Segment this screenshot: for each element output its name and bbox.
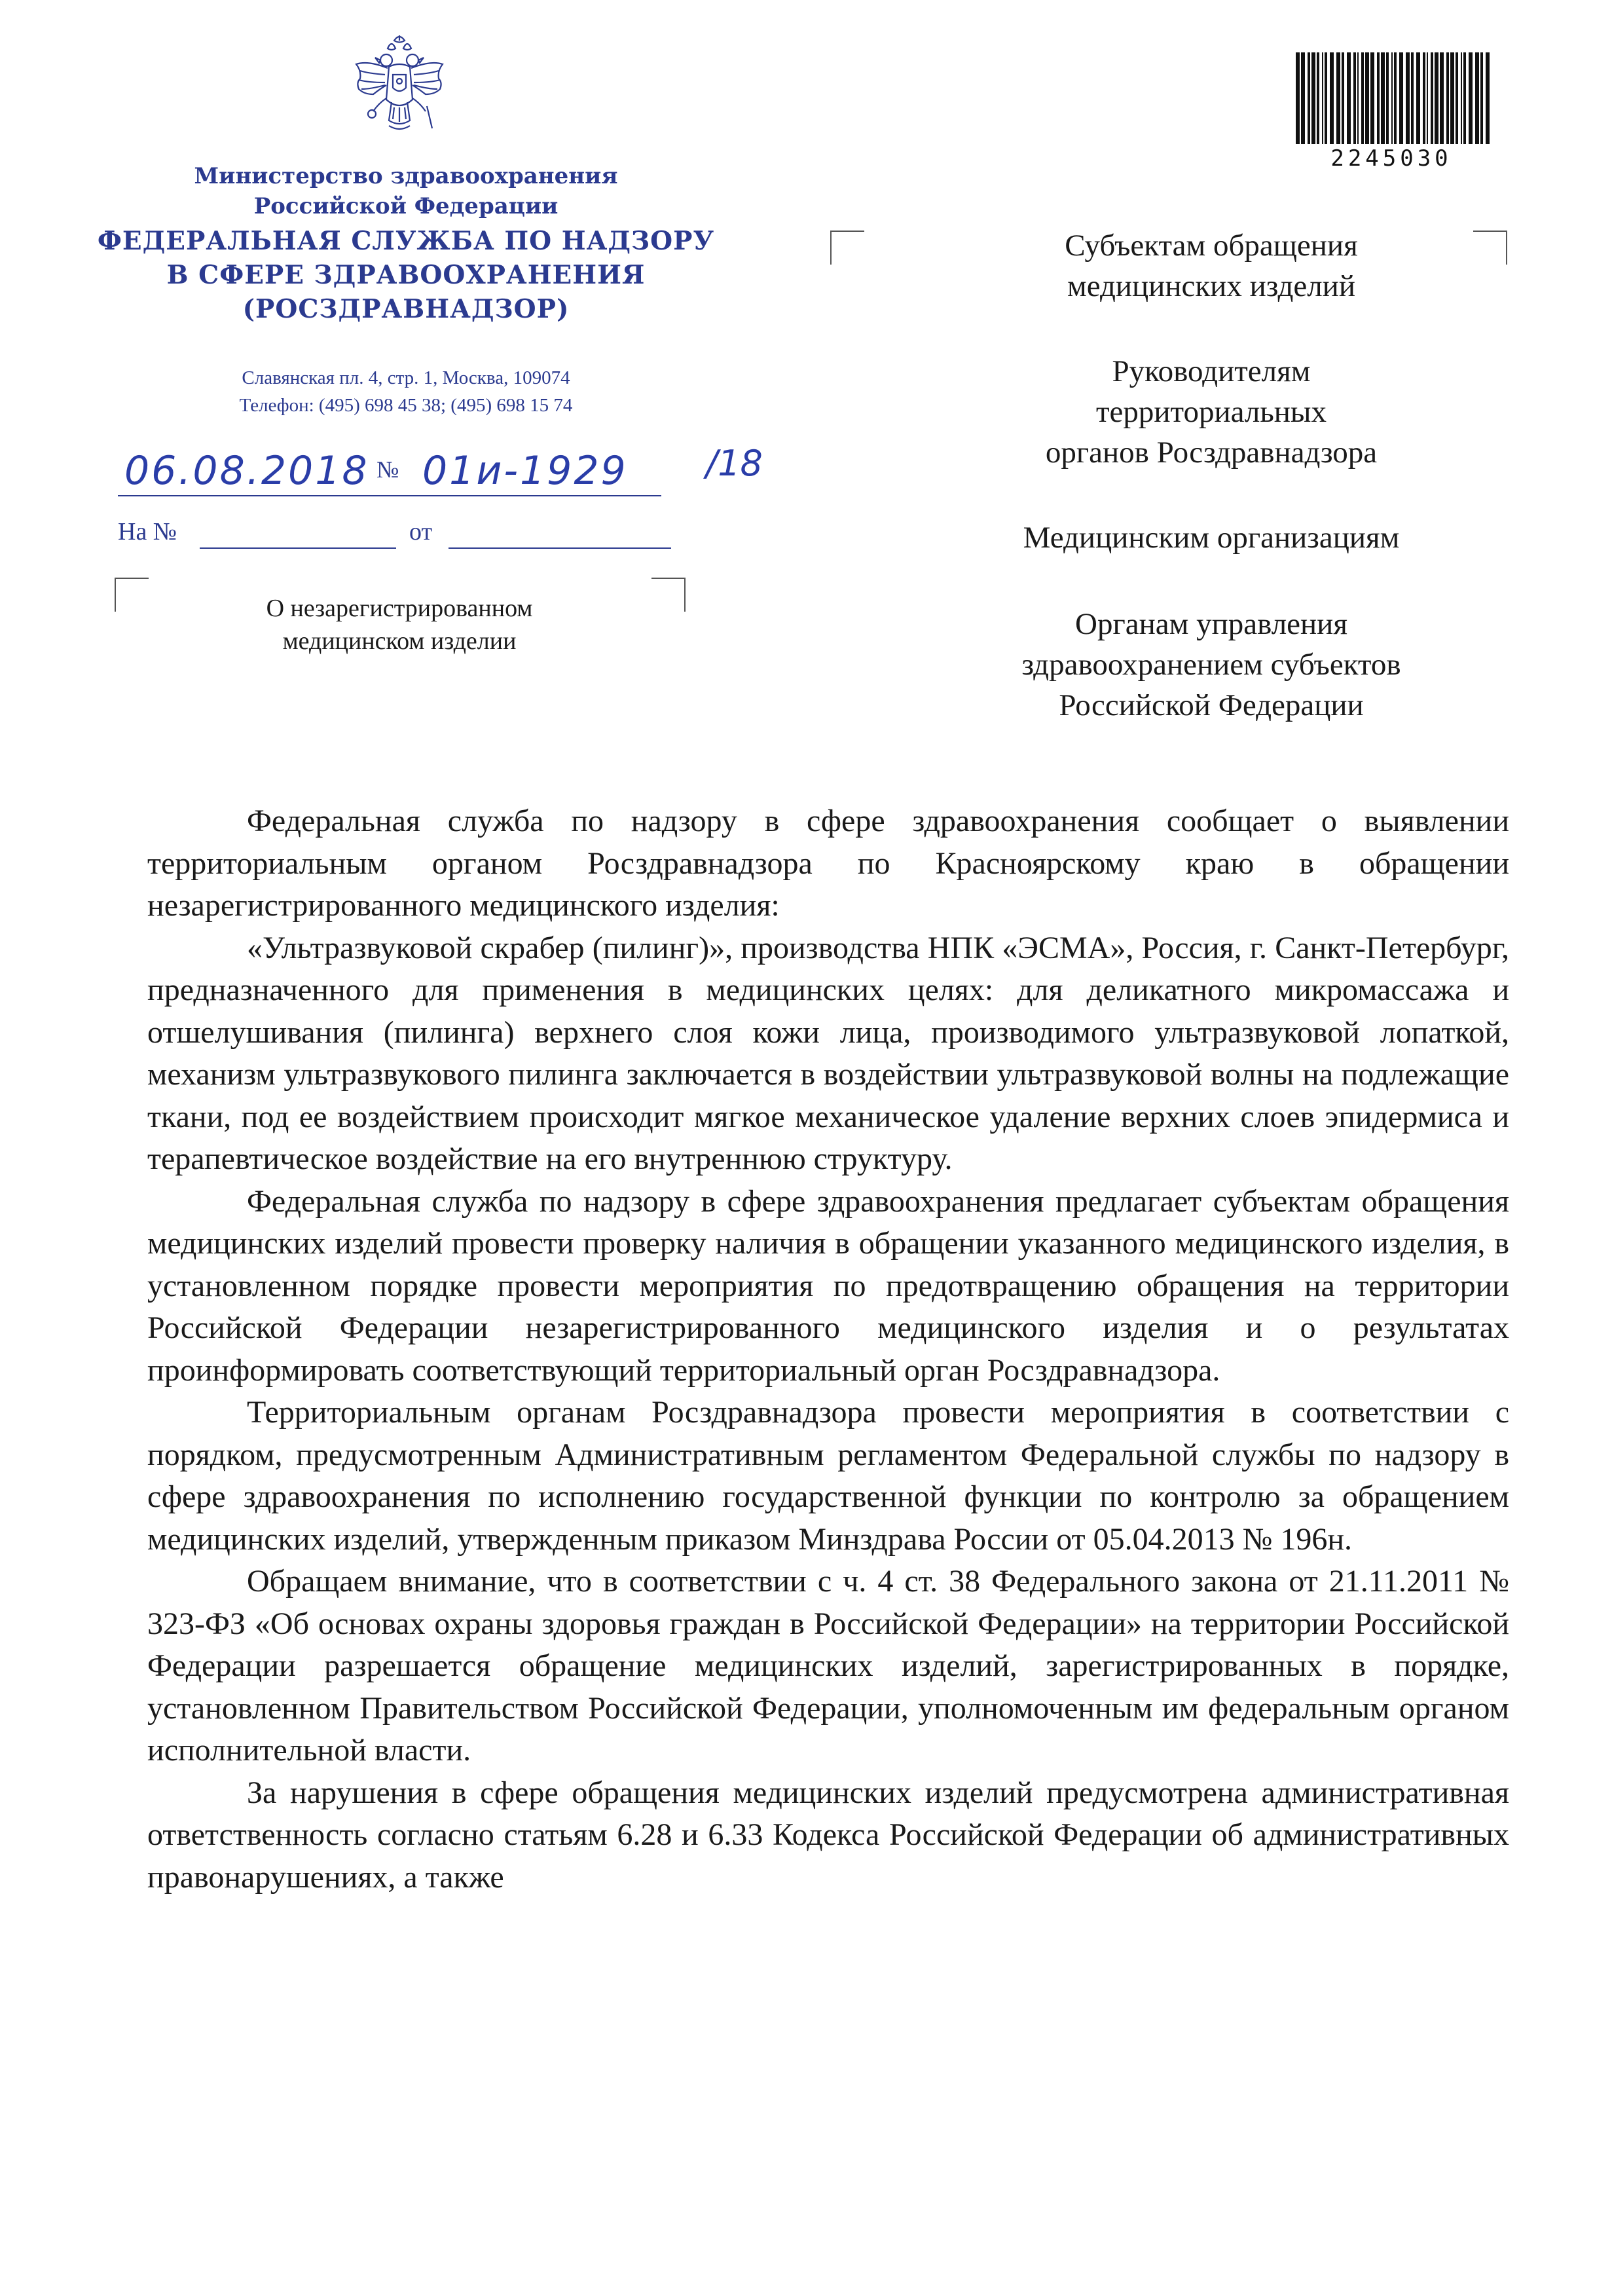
barcode-bar xyxy=(1296,52,1300,144)
service-line-2: В СФЕРЕ ЗДРАВООХРАНЕНИЯ xyxy=(166,260,646,290)
body-paragraph: Федеральная служба по надзору в сфере здравоохранения предлагает субъектам обращения медицинских изделий провести проверку наличия в обращении указанного медицинского изделия, в установленном порядке провести мероприятия по предотвращению обращения на территории Российской Федерации незарегистрированного медицинского изделия и о результатах проинформировать соответствующий территориальный орган Росздравнадзора. xyxy=(147,1183,1509,1388)
addressee-line: органов Росздравнадзора xyxy=(1045,435,1378,470)
barcode-bar xyxy=(1411,52,1414,144)
registration-year-suffix: /18 xyxy=(706,443,763,484)
addressee-line: медицинских изделий xyxy=(1067,269,1355,303)
barcode-bar xyxy=(1394,52,1397,144)
addressee-line: Органам управления xyxy=(1075,607,1347,641)
barcode-bar xyxy=(1469,52,1473,144)
addressee-line: территориальных xyxy=(1095,395,1327,429)
addressee-item xyxy=(864,225,1558,306)
addressee-corner-left xyxy=(830,231,864,265)
registration-number-label: № xyxy=(376,456,399,483)
barcode-bar xyxy=(1486,52,1490,144)
body-paragraph: За нарушения в сфере обращения медицинских изделий предусмотрена административная ответственность согласно статьям 6.28 и 6.33 Кодекса Российской Федерации об административных правонарушениях, а также xyxy=(147,1775,1509,1895)
letter-body xyxy=(147,800,1509,1898)
barcode-bar xyxy=(1325,52,1327,144)
barcode-bar xyxy=(1308,52,1310,144)
barcode-bar xyxy=(1416,52,1420,144)
reference-line xyxy=(118,517,694,557)
ministry-name xyxy=(79,161,733,221)
service-address xyxy=(79,364,733,419)
barcode-bar xyxy=(1311,52,1315,144)
barcode-bar xyxy=(1435,52,1438,144)
barcode-bar xyxy=(1336,52,1340,144)
body-paragraph: Территориальным органам Росздравнадзора провести мероприятия в соответствии с порядком, предусмотренным Административным регламентом Федеральной службы по надзору в сфере здравоохранения по исполнению государственной функции по контролю за обращением медицинских изделий, утвержденным приказом Минздрава России от 05.04.2013 № 196н. xyxy=(147,1395,1509,1557)
addressee-line: Российской Федерации xyxy=(1059,688,1364,722)
body-paragraph: Федеральная служба по надзору в сфере здравоохранения сообщает о выявлении территориальным органом Росздравнадзора по Красноярскому краю в обращении незарегистрированного медицинского изделия: xyxy=(147,804,1509,923)
reference-number-label: На № xyxy=(118,518,177,546)
barcode-bar xyxy=(1353,52,1356,144)
addressee-line: Руководителям xyxy=(1112,354,1311,388)
barcode-bar xyxy=(1381,52,1385,144)
registration-number: 01и-1929 xyxy=(422,448,628,494)
barcode-bar xyxy=(1399,52,1403,144)
barcode-bar xyxy=(1365,52,1369,144)
ministry-line-1: Министерство здравоохранения xyxy=(194,163,618,189)
barcode-bar xyxy=(1342,52,1344,144)
addressee-line: Медицинским организациям xyxy=(1023,521,1400,555)
addressee-block xyxy=(864,225,1558,770)
ministry-line-2: Российской Федерации xyxy=(253,193,559,219)
service-name xyxy=(79,224,733,326)
subject-corner-right xyxy=(651,578,686,612)
address-line-2: Телефон: (495) 698 45 38; (495) 698 15 74 xyxy=(239,395,573,416)
subject-line-1: О незарегистрированном xyxy=(266,595,533,622)
russian-coat-of-arms-icon xyxy=(347,34,452,152)
body-paragraph: «Ультразвуковой скрабер (пилинг)», производства НПК «ЭСМА», Россия, г. Санкт-Петербург, предназначенного для применения в медицинских целях: для деликатного микромассажа и отшелушивания (пилинга) верхнего слоя кожи лица, производимого ультразвуковой лопаткой, механизм ультразвукового пилинга заключается в воздействии ультразвуковой волны на подлежащие ткани, под ее воздействием происходит мягкое механическое удаление верхних слоев эпидермиса и терапевтическое воздействие на его внутреннюю структуру. xyxy=(147,930,1509,1176)
barcode-number: 2245030 xyxy=(1330,145,1452,172)
barcode-bar xyxy=(1330,52,1334,144)
service-line-1: ФЕДЕРАЛЬНАЯ СЛУЖБА ПО НАДЗОРУ xyxy=(97,226,715,256)
addressee-line: Субъектам обращения xyxy=(1065,229,1358,263)
addressee-item xyxy=(864,351,1558,473)
barcode-bar xyxy=(1391,52,1393,144)
barcode-bar xyxy=(1322,52,1323,144)
addressee-item xyxy=(864,517,1558,558)
barcode-bar xyxy=(1446,52,1449,144)
barcode-bar xyxy=(1475,52,1479,144)
registration-line xyxy=(118,443,838,508)
barcode-bar xyxy=(1357,52,1359,144)
barcode-bar xyxy=(1317,52,1319,144)
service-line-3: (РОСЗДРАВНАДЗОР) xyxy=(242,294,570,324)
barcode-bar xyxy=(1480,52,1483,144)
barcode-bar xyxy=(1386,52,1389,144)
addressee-line: здравоохранением субъектов xyxy=(1021,648,1401,682)
barcode-bar xyxy=(1431,52,1433,144)
barcode-bar xyxy=(1427,52,1428,144)
barcode-bar xyxy=(1423,52,1425,144)
registration-date: 06.08.2018 xyxy=(124,448,369,494)
registration-underline xyxy=(118,495,661,496)
body-paragraph: Обращаем внимание, что в соответствии с ч. 4 ст. 38 Федерального закона от 21.11.2011 № 323-ФЗ «Об основах охраны здоровья граждан в Российской Федерации» на территории Российской Федерации разрешается обращение медицинских изделий, зарегистрированных в порядке, установленном Правительством Российской Федерации, уполномоченным им федеральным органом исполнительной власти. xyxy=(147,1564,1509,1768)
barcode-bar xyxy=(1450,52,1454,144)
barcode-bar xyxy=(1301,52,1305,144)
barcode-bar xyxy=(1456,52,1458,144)
addressee-item xyxy=(864,604,1558,726)
reference-date-blank xyxy=(449,547,671,549)
address-line-1: Славянская пл. 4, стр. 1, Москва, 109074 xyxy=(242,367,570,388)
barcode-bar xyxy=(1406,52,1410,144)
reference-from-label: от xyxy=(409,518,433,546)
subject-corner-left xyxy=(115,578,149,612)
letter-subject xyxy=(164,592,635,657)
barcode-bar xyxy=(1347,52,1351,144)
barcode xyxy=(1293,52,1490,144)
barcode-bar xyxy=(1361,52,1364,144)
barcode-bar xyxy=(1463,52,1466,144)
barcode-bar xyxy=(1377,52,1380,144)
barcode-bar xyxy=(1440,52,1444,144)
reference-number-blank xyxy=(200,547,396,549)
barcode-bar xyxy=(1370,52,1374,144)
subject-line-2: медицинском изделии xyxy=(282,627,517,655)
barcode-bar xyxy=(1461,52,1462,144)
